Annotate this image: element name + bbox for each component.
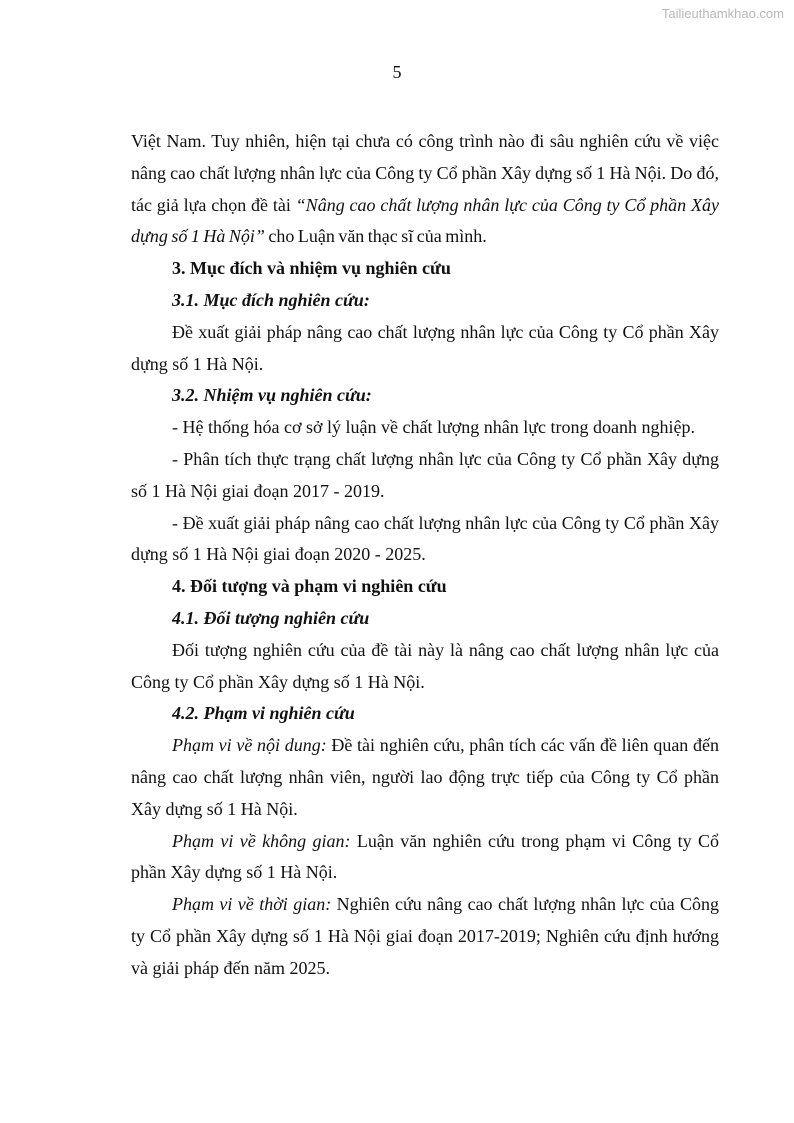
task-item: - Đề xuất giải pháp nâng cao chất lượng nhân lực của Công ty Cổ phần Xây dựng số 1 Hà Nội giai đoạn 2020 - 2025. [131, 512, 719, 565]
scope-space-label: Phạm vi về không gian: [172, 830, 351, 851]
task-item: - Hệ thống hóa cơ sở lý luận về chất lượng nhân lực trong doanh nghiệp. [172, 417, 695, 438]
scope-space-paragraph [131, 826, 719, 890]
section-4-1-heading: 4.1. Đối tượng nghiên cứu [172, 607, 370, 628]
scope-content-paragraph [131, 730, 719, 825]
section-4-2-heading: 4.2. Phạm vi nghiên cứu [172, 703, 355, 724]
scope-content-label: Phạm vi về nội dung: [172, 735, 327, 756]
intro-paragraph [131, 126, 719, 253]
section-3-1-text: Đề xuất giải pháp nâng cao chất lượng nhân lực của Công ty Cổ phần Xây dựng số 1 Hà Nội. [131, 321, 719, 374]
section-3-2-heading: 3.2. Nhiệm vụ nghiên cứu: [172, 385, 372, 406]
scope-space-text: Luận văn nghiên cứu trong phạm vi Công ty Cổ phần Xây dựng số 1 Hà Nội. [131, 830, 719, 883]
intro-text: Việt Nam. Tuy nhiên, hiện tại chưa có công trình nào đi sâu nghiên cứu về việc nâng cao chất lượng nhân lực của Công ty Cổ phần Xây dựng số 1 Hà Nội. Do đó, tác giả lựa chọn đề tài [131, 131, 719, 215]
section-4-1-text: Đối tượng nghiên cứu của đề tài này là nâng cao chất lượng nhân lực của Công ty Cổ phần Xây dựng số 1 Hà Nội. [131, 639, 719, 692]
thesis-title: “Nâng cao chất lượng nhân lực của Công ty Cổ phần Xây dựng số 1 Hà Nội” [131, 194, 719, 247]
task-item: - Phân tích thực trạng chất lượng nhân lực của Công ty Cổ phần Xây dựng số 1 Hà Nội giai đoạn 2017 - 2019. [131, 448, 719, 501]
scope-content-text: Đề tài nghiên cứu, phân tích các vấn đề liên quan đến nâng cao chất lượng nhân viên, người lao động trực tiếp của Công ty Cổ phần Xây dựng số 1 Hà Nội. [131, 735, 719, 819]
scope-time-text: Nghiên cứu nâng cao chất lượng nhân lực của Công ty Cổ phần Xây dựng số 1 Hà Nội giai đoạn 2017-2019; Nghiên cứu định hướng và giải pháp đến năm 2025. [131, 894, 719, 978]
document-body [131, 126, 719, 985]
section-3-1-heading: 3.1. Mục đích nghiên cứu: [172, 289, 370, 310]
watermark: Tailieuthamkhao.com [661, 6, 784, 21]
section-4-heading: 4. Đối tượng và phạm vi nghiên cứu [172, 576, 447, 597]
scope-time-label: Phạm vi về thời gian: [172, 894, 332, 915]
intro-tail: cho Luận văn thạc sĩ của mình. [264, 226, 487, 247]
section-3-heading: 3. Mục đích và nhiệm vụ nghiên cứu [172, 258, 451, 279]
page-number: 5 [392, 62, 402, 82]
scope-time-paragraph [131, 889, 719, 984]
